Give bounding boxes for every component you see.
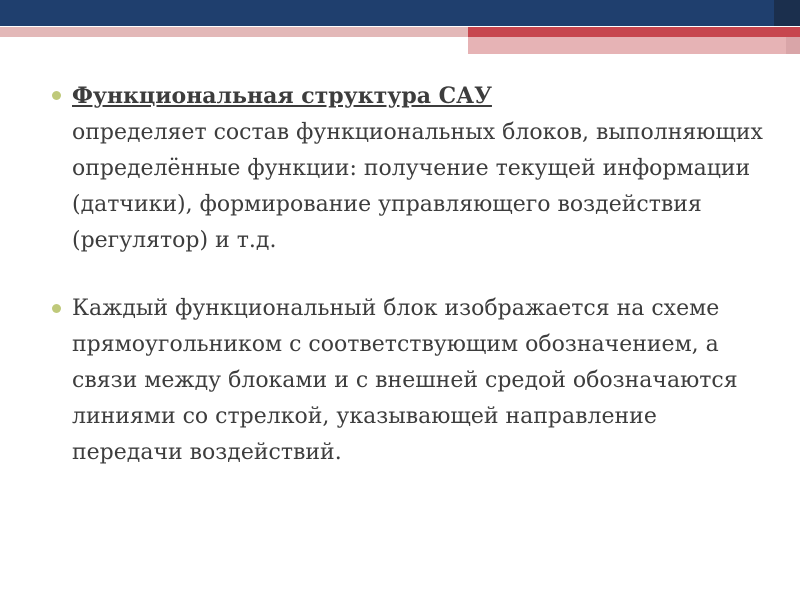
bullet-text: Каждый функциональный блок изображается на схеме прямоугольником с соответствующим обозначением, а связи между блоками и с внешней средой обозначаются линиями со стрелкой, указывающей направление передачи воздействий. [72, 296, 738, 465]
header-bar [0, 0, 800, 26]
header-bar-edge [774, 0, 800, 26]
bullet-item-structure [48, 78, 768, 259]
slide-content [48, 78, 768, 471]
bullet-text: определяет состав функциональных блоков, выполняющих определённые функции: получение текущей информации (датчики), формирование управляющего воздействия (регулятор) и т.д. [72, 120, 763, 253]
bullet-dot-icon [52, 304, 61, 313]
bullet-item-blocks [48, 291, 768, 471]
bullet-dot-icon [52, 91, 61, 100]
header-pink-strip-lower [468, 37, 800, 54]
header-red-strip [468, 27, 800, 37]
header-pink-strip-end [786, 37, 800, 54]
bullet-term: Функциональная структура САУ [72, 83, 492, 109]
